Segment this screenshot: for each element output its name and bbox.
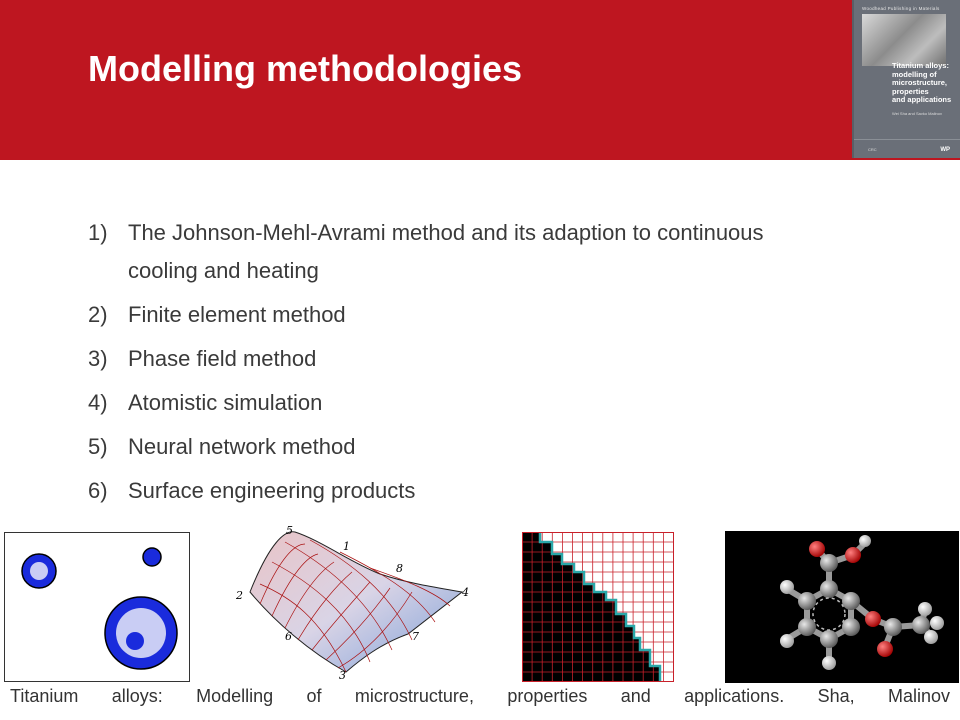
book-title [892, 62, 960, 105]
list-item-number: 5) [88, 434, 108, 459]
book-title-line: and applications [892, 95, 952, 104]
molecule-svg [725, 531, 959, 683]
fem-node-label: 8 [396, 562, 403, 575]
list-item-number: 3) [88, 346, 108, 371]
list-item-number: 1) [88, 220, 108, 245]
list-item-text: Neural network method [128, 434, 356, 459]
list-item [88, 214, 808, 290]
phase-field-grid-figure [522, 532, 674, 682]
book-title-line: microstructure, [892, 78, 948, 87]
list-item-text: The Johnson-Mehl-Avrami method and its adaption to continuous cooling and heating [128, 220, 764, 283]
book-title-line: Titanium alloys: [892, 61, 949, 70]
list-item-text: Phase field method [128, 346, 317, 371]
list-item [88, 384, 808, 422]
slide-title: Modelling methodologies [88, 48, 522, 89]
list-item [88, 428, 808, 466]
list-item-number: 6) [88, 478, 108, 503]
fem-node-label: 5 [286, 524, 293, 537]
finite-element-surface-figure [230, 522, 476, 682]
book-cover-photo [862, 14, 946, 66]
list-item-number: 4) [88, 390, 108, 415]
fem-node-label: 6 [285, 630, 292, 643]
finite-element-surface-svg [230, 522, 476, 682]
fem-node-label: 1 [343, 540, 350, 553]
nucleation-circles-figure [4, 532, 190, 682]
fem-node-label: 2 [236, 589, 243, 602]
list-item-number: 2) [88, 302, 108, 327]
publisher-logo: WP [940, 147, 950, 153]
list-item-text: Surface engineering products [128, 478, 416, 503]
fem-node-label: 7 [412, 630, 419, 643]
book-title-line: properties [892, 86, 929, 96]
molecule-figure [725, 531, 959, 683]
book-series-label: Woodhead Publishing in Materials [862, 6, 940, 11]
fem-node-label: 3 [339, 669, 346, 682]
list-item [88, 296, 808, 334]
list-item-text: Atomistic simulation [128, 390, 323, 415]
list-item [88, 340, 808, 378]
methods-list [88, 214, 808, 516]
book-title-line: modelling of [892, 69, 937, 79]
phase-field-grid-svg [522, 532, 674, 682]
list-item-text: Finite element method [128, 302, 346, 327]
figure-caption: Titanium alloys: Modelling of microstructure, properties and applications. Sha, Malinov [10, 686, 950, 706]
book-imprint: CRC [868, 147, 877, 152]
book-authors: Wei Sha and Savko Malinov [892, 111, 942, 116]
nucleation-circles-svg [5, 533, 189, 681]
book-cover-image [852, 0, 960, 158]
list-item [88, 472, 808, 510]
fem-node-label: 4 [462, 586, 469, 599]
